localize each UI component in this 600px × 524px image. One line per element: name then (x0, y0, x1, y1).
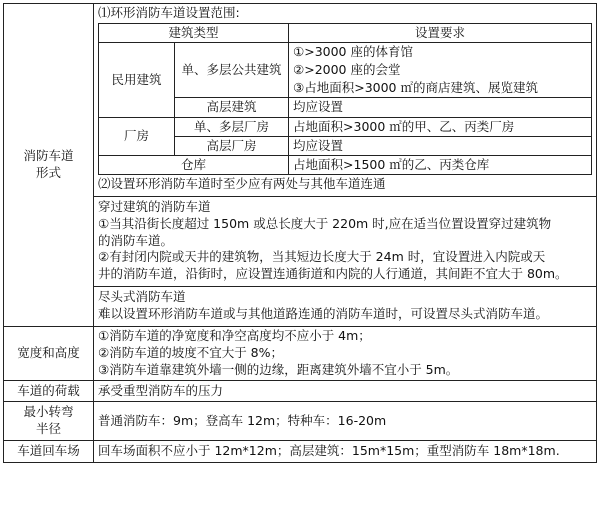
width-height-line: ③消防车道靠建筑外墙一侧的边缘，距离建筑外墙不宜小于 5m。 (98, 361, 459, 377)
row-lane-form (4, 4, 597, 327)
factory-multi-req: 占地面积>3000 ㎡的甲、乙、丙类厂房 (289, 117, 592, 136)
through-line: 井的消防车道，沿街时，应设置连通街道和内院的人行通道，其间距不宜大于 80m。 (98, 266, 568, 282)
through-line: ①当其沿街长度超过 150m 或总长度大于 220m 时,应在适当位置设置穿过建筑物 (98, 215, 552, 231)
row-label-load: 车道的荷载 (4, 380, 94, 402)
label-line: 消防车道 (23, 148, 74, 164)
row-label-width-height: 宽度和高度 (4, 326, 94, 380)
deadend-title: 尽头式消防车道 (98, 289, 186, 305)
req-line: ①>3000 座的体育馆 (293, 44, 413, 59)
load-content: 承受重型消防车的压力 (94, 380, 597, 402)
highrise-req: 均应设置 (289, 98, 592, 117)
ring-note: ⑵设置环形消防车道时至少应有两处与其他车道连通 (98, 175, 386, 191)
document (0, 3, 600, 524)
row-label-turn-radius (4, 402, 94, 441)
lane-form-content (94, 4, 597, 327)
row-label-turnaround: 车道回车场 (4, 441, 94, 463)
req-line: ③占地面积>3000 ㎡的商店建筑、展览建筑 (293, 80, 538, 96)
multi-public-reqs (289, 43, 592, 98)
through-line: 的消防车道。 (98, 232, 174, 248)
row-load (4, 380, 597, 402)
label-line: 最小转弯 (23, 404, 74, 420)
row-width-height (4, 326, 597, 380)
width-height-line: ②消防车道的坡度不宜大于 8%； (98, 344, 284, 360)
civil-building-label: 民用建筑 (99, 43, 175, 118)
warehouse-label: 仓库 (99, 155, 289, 174)
factory-multi-label: 单、多层厂房 (175, 117, 289, 136)
label-line: 半径 (35, 421, 61, 437)
factory-high-req: 均应设置 (289, 136, 592, 155)
req-line: ②>2000 座的会堂 (293, 62, 401, 78)
multi-public-label: 单、多层公共建筑 (175, 43, 289, 98)
inner-header-row (99, 23, 592, 42)
turn-radius-content: 普通消防车：9m；登高车 12m；特种车：16-20m (94, 402, 597, 441)
turnaround-content: 回车场面积不应小于 12m*12m；高层建筑：15m*15m；重型消防车 18m*18m. (94, 441, 597, 463)
header-requirement: 设置要求 (289, 23, 592, 42)
header-building-type: 建筑类型 (99, 23, 289, 42)
highrise-label: 高层建筑 (175, 98, 289, 117)
civil-multi-row (99, 43, 592, 98)
width-height-content (94, 326, 597, 380)
deadend-line: 难以设置环形消防车道或与其他道路连通的消防车道时，可设置尽头式消防车道。 (98, 306, 549, 321)
section-divider (94, 196, 596, 197)
factory-label: 厂房 (99, 117, 175, 155)
ring-scope-table (98, 23, 592, 175)
row-turn-radius (4, 402, 597, 441)
factory-high-label: 高层厂房 (175, 136, 289, 155)
label-line: 形式 (35, 164, 61, 180)
section-divider (94, 286, 596, 287)
through-line: ②有封闭内院或天井的建筑物，当其短边长度大于 24m 时，宜设置进入内院或天 (98, 249, 546, 265)
row-turnaround (4, 441, 597, 463)
through-title: 穿过建筑的消防车道 (98, 198, 211, 214)
warehouse-row (99, 155, 592, 174)
factory-multi-row (99, 117, 592, 136)
fire-lane-table (3, 3, 597, 463)
width-height-line: ①消防车道的净宽度和净空高度均不应小于 4m； (98, 327, 371, 343)
ring-heading: ⑴环形消防车道设置范围: (98, 5, 240, 20)
row-label-lane-form (4, 4, 94, 327)
warehouse-req: 占地面积>1500 ㎡的乙、丙类仓库 (289, 155, 592, 174)
